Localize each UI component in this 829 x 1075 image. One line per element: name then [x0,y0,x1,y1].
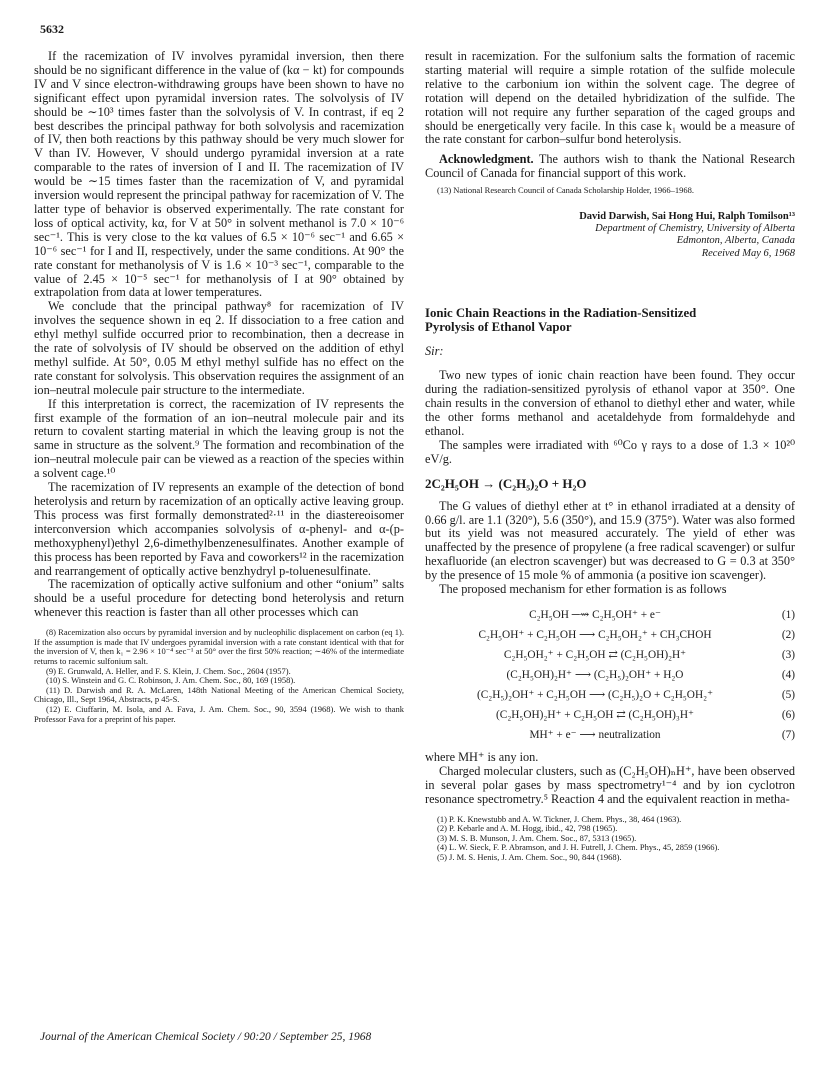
equation: (C₂H₅OH)₂H⁺ + C₂H₅OH ⇄ (C₂H₅OH)₃H⁺ [496,708,694,721]
title-line: Pyrolysis of Ethanol Vapor [425,320,572,335]
body-paragraph: The racemization of optically active sulfonium and other “onium” salts should be a useful procedure for detecting bond heterolysis and return whenever this reaction is faster than all other processes which can [34,577,404,620]
body-paragraph: The racemization of IV represents an example of the detection of bond heterolysis and return by racemization of an optically active leaving group. This process was first formally demonstrated²·¹¹ in the diastereoisomer interconversion which accompanies solvolysis of α-phenyl- and α-(p-methoxyphenyl)ethyl 2,6-dimethylbenzenesulfinates. Another example of this process has been reported by Fava and coworkers¹² in the racemization and rearrangement of optically active benzhydryl p-toluenesulfinate. [34,480,404,578]
body-paragraph: If the racemization of IV involves pyramidal inversion, then there should be no significant difference in the value of (kα − kt) for compounds IV and V since electron-withdrawing groups have been shown to have no significant effect upon pyramidal inversion rates. The solvolysis of IV should be ∼10³ times faster than the solvolysis of V. In contrast, if eq 2 best describes the principal pathway for both solvolysis and racemization of IV, then both reactions by this pathway should be very much slower for V than IV. However, V should undergo pyramidal inversion at a rate comparable to the rates of inversion of I and II. The racemization of IV would be ∼15 times faster than the racemization of V, and pyramidal inversion would represent the principal pathway for racemization of V. The latter type of behavior is observed experimentally. The rate constant for loss of optical activity, kα, for V at 50° in solvent methanol is 7.0 × 10⁻⁶ sec⁻¹. This is very close to the kα values of 6.5 × 10⁻⁶ sec⁻¹ and 6.65 × 10⁻⁶ sec⁻¹ for I and II, respectively, under the same conditions. At 90° the rate constant for methanolysis of V is 1.6 × 10⁻³ sec⁻¹, comparable to the value of 2.45 × 10⁻⁵ sec⁻¹ for methanolysis of I at 90° obtained by extrapolation from data at lower temperatures. [34,49,404,300]
mechanism-row [425,705,795,725]
footnote: (10) S. Winstein and G. C. Robinson, J. Am. Chem. Soc., 80, 169 (1958). [46,675,296,686]
author-list: David Darwish, Sai Hong Hui, Ralph Tomilson¹³ [579,210,795,222]
equation-number: (6) [781,708,795,721]
footnote: (2) P. Kebarle and A. M. Hogg, ibid., 42, 798 (1965). [437,823,618,834]
body-paragraph: result in racemization. For the sulfonium salts the formation of racemic starting material will require a simple rotation of the sulfide molecule relative to the carbonium ion within the solvent cage. The degree of rotation will depend on the detailed hybridization of the sulfide. The rotation will not require any further separation of the caged groups and should be energetically very facile. In this case k₁ would be a measure of the rate constant for carbon–sulfur bond heterolysis. [425,49,795,147]
body-paragraph: The samples were irradiated with ⁶⁰Co γ rays to a dose of 1.3 × 10²⁰ eV/g. [425,437,795,466]
footnotes [34,628,404,724]
mechanism-row [425,625,795,645]
footnote: (5) J. M. S. Henis, J. Am. Chem. Soc., 90, 844 (1968). [437,851,622,862]
footnote: (3) M. S. B. Munson, J. Am. Chem. Soc., 87, 5313 (1965). [437,832,637,843]
equation: (C₂H₅)₂OH⁺ + C₂H₅OH ⟶ (C₂H₅)₂O + C₂H₅OH₂⁺ [476,688,714,701]
journal-footer: Journal of the American Chemical Society / 90:20 / September 25, 1968 [40,1031,372,1043]
mechanism-row [425,665,795,685]
equation-number: (2) [781,628,795,641]
equation: C₂H₅OH⁺ + C₂H₅OH ⟶ C₂H₅OH₂⁺ + CH₃CHOH [478,628,712,641]
footnote: (12) E. Ciuffarin, M. Isola, and A. Fava, J. Am. Chem. Soc., 90, 3594 (1968). We wish to thank Professor Fava for a preprint of his paper. [34,703,404,724]
footnote: (11) D. Darwish and R. A. McLaren, 148th National Meeting of the American Chemical Society, Chicago, Ill., Sept 1964, Abstracts, p 45-S. [34,684,404,705]
equation: C₂H₅OH₂⁺ + C₂H₅OH ⇄ (C₂H₅OH)₂H⁺ [503,648,687,661]
equation-number: (3) [781,648,795,661]
salutation: Sir: [425,344,444,359]
body-paragraph: The proposed mechanism for ether formation is as follows [439,582,727,597]
affiliation: Department of Chemistry, University of Alberta [595,222,795,234]
title-line: Ionic Chain Reactions in the Radiation-Sensitized [425,306,697,321]
footnote: (9) E. Grunwald, A. Heller, and F. S. Klein, J. Chem. Soc., 2604 (1957). [46,665,291,676]
acknowledgment [425,153,795,181]
body-paragraph: where MH⁺ is any ion. [425,749,539,764]
acknowledgment-heading: Acknowledgment. [439,152,534,167]
footnote: (8) Racemization also occurs by pyramidal inversion and by nucleophilic displacement on carbon (eq 1). If the assumption is made that IV undergoes pyramidal inversion with a rate constant identical with that for the inversion of V, then k₁ = 2.96 × 10⁻⁴ sec⁻¹ at 50° over the first 50% reaction; ∼46% of the intermediate returns to racemic sulfonium salt. [34,627,404,666]
body-paragraph: We conclude that the principal pathway⁸ for racemization of IV involves the sequence shown in eq 2. If dissociation to a free cation and ethyl methyl sulfide occurred prior to recombination, then a decrease in the rate of solvolysis of IV should be observed on the addition of ethyl methyl sulfide. At 50°, 0.05 M ethyl methyl sulfide has no effect on the rate constant for solvolysis. This observation requires the assignment of an ion–neutral molecule pair structure to the intermediate. [34,299,404,397]
footnotes [425,815,795,863]
equation: (C₂H₅OH)₂H⁺ ⟶ (C₂H₅)₂OH⁺ + H₂O [506,668,684,681]
equation-number: (1) [781,608,795,621]
equation-number: (5) [781,688,795,701]
footnote: (13) National Research Council of Canada Scholarship Holder, 1966–1968. [437,185,694,196]
mechanism-row [425,725,795,745]
equation-number: (7) [781,728,795,741]
affiliation-city: Edmonton, Alberta, Canada [676,235,795,247]
article-title [425,306,795,334]
right-column [425,50,795,863]
equation-number: (4) [781,668,795,681]
mechanism-row [425,685,795,705]
footnote: (4) L. W. Sieck, F. P. Abramson, and J. H. Futrell, J. Chem. Phys., 45, 2859 (1966). [437,842,720,853]
main-equation: 2C₂H₅OH → (C₂H₅)₂O + H₂O [425,475,587,491]
received-date: Received May 6, 1968 [701,247,795,259]
body-paragraph: Two new types of ionic chain reaction have been found. They occur during the radiation-sensitized pyrolysis of ethanol vapor at 350°. One chain results in the conversion of ethanol to diethyl ether and water, while the other forms methanol and acetaldehyde from formaldehyde and ethanol. [425,368,795,438]
body-paragraph: If this interpretation is correct, the racemization of IV represents the first example of the formation of an ion–neutral molecule pair and its return to covalent starting material in which the leaving group is not the same in structure as the solvent.⁹ The formation and recombination of the ion–neutral molecule pair can be viewed as a reaction of the species within a solvent cage.¹⁰ [34,396,404,481]
mechanism-row [425,645,795,665]
page-number: 5632 [40,22,64,36]
mechanism-equations [425,605,795,745]
equation: C₂H₅OH ─⇝ C₂H₅OH⁺ + e⁻ [529,608,661,621]
mechanism-row [425,605,795,625]
acknowledgment-text: The authors wish to thank the National Research Council of Canada for financial support of this work. [425,152,795,181]
footnote: (1) P. K. Knewstubb and A. W. Tickner, J. Chem. Phys., 38, 464 (1963). [437,813,682,824]
body-paragraph: The G values of diethyl ether at t° in ethanol irradiated at a density of 0.66 g/l. are 1.1 (320°), 5.6 (350°), and 15.9 (375°). Water was also formed but its yield was not measured accurately. The yield of ether was unaffected by the presence of propylene (a free radical scavenger) or sulfur hexafluoride (an electron scavenger) but was decreased to G = 0.3 at 350° by the presence of 15 mole % of ammonia (a positive ion scavenger). [425,498,795,583]
left-column [34,50,404,724]
equation: MH⁺ + e⁻ ⟶ neutralization [529,728,661,741]
body-paragraph: Charged molecular clusters, such as (C₂H₅OH)ₙH⁺, have been observed in several polar gases by mass spectrometry¹⁻⁴ and by ion cyclotron resonance spectrometry.⁵ Reaction 4 and the equivalent reaction in metha- [425,763,795,806]
